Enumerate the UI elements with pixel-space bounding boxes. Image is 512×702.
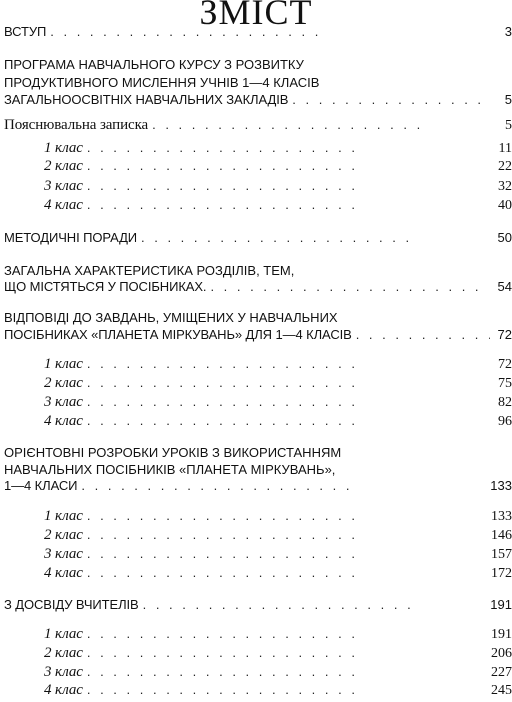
toc-subentry-label: 3 клас <box>44 394 83 410</box>
toc-page-number: 227 <box>491 665 512 680</box>
toc-entry-text: ВСТУП <box>4 24 47 39</box>
toc-subentry[interactable] <box>44 375 512 395</box>
toc-page-number: 72 <box>497 327 512 342</box>
dot-leader <box>83 626 490 641</box>
page-title: ЗМІСТ <box>199 0 313 32</box>
toc-heading-line: ОРІЄНТОВНІ РОЗРОБКИ УРОКІВ З ВИКОРИСТАННЯМ <box>4 445 342 460</box>
toc-subentry[interactable] <box>44 413 512 433</box>
toc-entry-kharakterystyka[interactable] <box>4 279 512 299</box>
toc-subentry[interactable] <box>44 158 512 178</box>
toc-entry-programa[interactable] <box>4 92 512 112</box>
toc-entry-vstup[interactable] <box>4 24 512 44</box>
toc-subentry[interactable] <box>44 626 512 646</box>
toc-subentry-label: 3 клас <box>44 546 83 562</box>
dot-leader <box>83 158 490 173</box>
toc-subentry-label: 2 клас <box>44 645 83 661</box>
dot-leader <box>77 478 490 493</box>
toc-entry-vidpovidi[interactable] <box>4 327 512 347</box>
toc-subentry[interactable] <box>44 546 512 566</box>
dot-leader <box>46 24 490 39</box>
toc-subentry[interactable] <box>44 682 512 702</box>
dot-leader <box>83 645 490 660</box>
toc-entry-zapyska[interactable] <box>4 117 512 137</box>
toc-heading-line: ПРОДУКТИВНОГО МИСЛЕННЯ УЧНІВ 1—4 КЛАСІВ <box>4 75 320 90</box>
toc-subentry-label: 4 клас <box>44 565 83 581</box>
toc-entry-text: З ДОСВІДУ ВЧИТЕЛІВ <box>4 597 139 612</box>
toc-entry-text: Пояснювальна записка <box>4 117 149 133</box>
toc-subentry-label: 2 клас <box>44 158 83 174</box>
toc-subentry-label: 4 клас <box>44 682 83 698</box>
dot-leader <box>83 394 490 409</box>
dot-leader <box>83 375 490 390</box>
toc-entry-rozrobky[interactable] <box>4 478 512 498</box>
dot-leader <box>206 279 490 294</box>
toc-page-number: 96 <box>498 414 512 429</box>
dot-leader <box>83 197 490 212</box>
toc-subentry-label: 2 клас <box>44 527 83 543</box>
toc-subentry[interactable] <box>44 140 512 160</box>
toc-subentry[interactable] <box>44 664 512 684</box>
dot-leader <box>83 178 490 193</box>
toc-entry-metodychni[interactable] <box>4 230 512 250</box>
toc-page-number: 22 <box>498 159 512 174</box>
toc-entry-text: ЩО МІСТЯТЬСЯ У ПОСІБНИКАХ. <box>4 279 207 294</box>
toc-subentry[interactable] <box>44 178 512 198</box>
toc-page-number: 172 <box>491 566 512 581</box>
dot-leader <box>83 508 490 523</box>
toc-page-number: 206 <box>491 646 512 661</box>
toc-heading-line: ПРОГРАМА НАВЧАЛЬНОГО КУРСУ З РОЗВИТКУ <box>4 57 304 72</box>
toc-page-number: 75 <box>498 376 512 391</box>
toc-subentry-label: 1 клас <box>44 626 83 642</box>
toc-subentry-label: 3 клас <box>44 664 83 680</box>
toc-heading-line: ВІДПОВІДІ ДО ЗАВДАНЬ, УМІЩЕНИХ У НАВЧАЛЬНИХ <box>4 310 338 325</box>
toc-subentry[interactable] <box>44 565 512 585</box>
dot-leader <box>83 413 490 428</box>
toc-page-number: 191 <box>491 627 512 642</box>
toc-page-number: 54 <box>497 279 512 294</box>
toc-entry-dosvid[interactable] <box>4 597 512 617</box>
toc-subentry-label: 4 клас <box>44 197 83 213</box>
dot-leader <box>83 682 490 697</box>
toc-page-number: 82 <box>498 395 512 410</box>
toc-page-number: 157 <box>491 547 512 562</box>
toc-page-number: 245 <box>491 683 512 698</box>
toc-page-number: 191 <box>490 597 512 612</box>
toc-entry-text: ПОСІБНИКАХ «ПЛАНЕТА МІРКУВАНЬ» ДЛЯ 1—4 КЛАСІВ <box>4 327 352 342</box>
toc-page-number: 146 <box>491 528 512 543</box>
dot-leader <box>139 597 490 612</box>
dot-leader <box>83 356 490 371</box>
toc-subentry[interactable] <box>44 527 512 547</box>
toc-heading-line: НАВЧАЛЬНИХ ПОСІБНИКІВ «ПЛАНЕТА МІРКУВАНЬ», <box>4 462 336 477</box>
dot-leader <box>288 92 490 107</box>
toc-page-number: 32 <box>498 179 512 194</box>
dot-leader <box>83 527 490 542</box>
dot-leader <box>83 565 490 580</box>
toc-subentry-label: 2 клас <box>44 375 83 391</box>
toc-page-number: 5 <box>504 92 512 107</box>
toc-page-number: 72 <box>498 357 512 372</box>
toc-page-number: 133 <box>490 478 512 493</box>
toc-entry-text: МЕТОДИЧНІ ПОРАДИ <box>4 230 138 245</box>
dot-leader <box>83 140 490 155</box>
toc-entry-text: 1—4 КЛАСИ <box>4 478 78 493</box>
toc-subentry[interactable] <box>44 197 512 217</box>
toc-page-number: 3 <box>504 24 512 39</box>
toc-subentry-label: 1 клас <box>44 356 83 372</box>
toc-subentry-label: 1 клас <box>44 140 83 156</box>
toc-subentry-label: 1 клас <box>44 508 83 524</box>
toc-page-number: 133 <box>491 509 512 524</box>
toc-subentry-label: 4 клас <box>44 413 83 429</box>
toc-subentry[interactable] <box>44 356 512 376</box>
dot-leader <box>83 546 490 561</box>
toc-page-number: 50 <box>497 230 512 245</box>
toc-subentry[interactable] <box>44 645 512 665</box>
toc-subentry[interactable] <box>44 508 512 528</box>
toc-heading-line: ЗАГАЛЬНА ХАРАКТЕРИСТИКА РОЗДІЛІВ, ТЕМ, <box>4 263 295 278</box>
dot-leader <box>137 230 490 245</box>
toc-page-number: 40 <box>498 198 512 213</box>
toc-subentry[interactable] <box>44 394 512 414</box>
toc-subentry-label: 3 клас <box>44 178 83 194</box>
toc-entry-text: ЗАГАЛЬНООСВІТНІХ НАВЧАЛЬНИХ ЗАКЛАДІВ <box>4 92 289 107</box>
dot-leader <box>352 327 490 342</box>
dot-leader <box>148 117 490 132</box>
toc-page-number: 11 <box>498 141 512 156</box>
dot-leader <box>83 664 490 679</box>
toc-page-number: 5 <box>505 118 512 133</box>
